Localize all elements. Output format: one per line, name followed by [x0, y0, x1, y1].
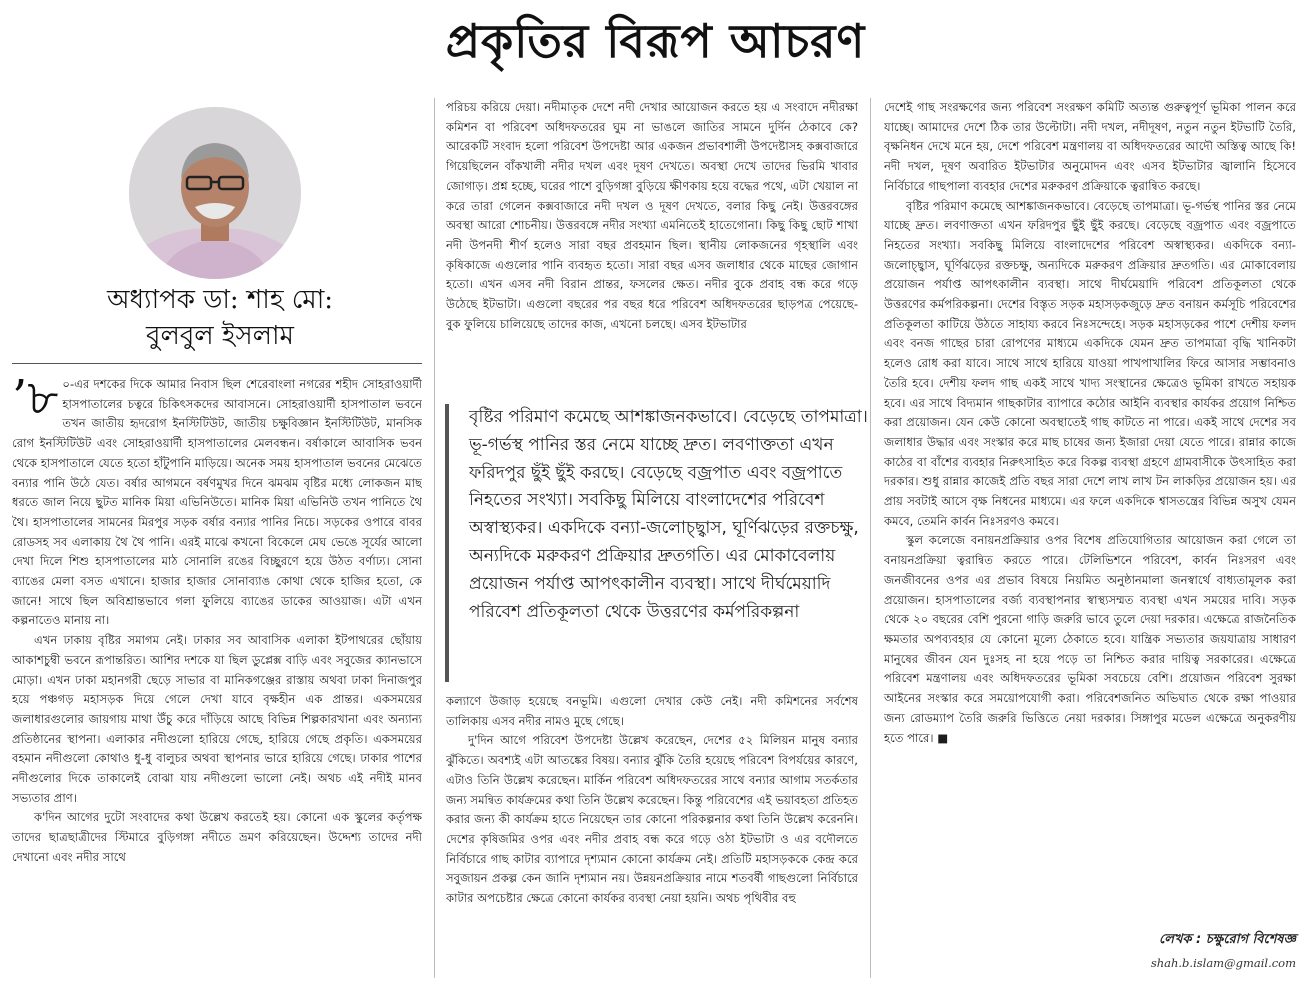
column-3 — [884, 98, 1296, 926]
pull-quote — [445, 404, 871, 682]
author-photo — [129, 107, 301, 279]
author-email: shah.b.islam@gmail.com — [1150, 956, 1296, 970]
paragraph: এখন ঢাকায় বৃষ্টির সমাগম নেই। ঢাকার সব আবাসিক এলাকা ইটপাথরের ছোঁয়ায় আকাশচুম্বী ভবনে রূপান্তরিত। আশির দশকে যা ছিল ডুপ্লেক্স বাড়ি এবং সবুজের ক্যানভাসে মোড়া। এখন ঢাকা মহানগরী ছেড়ে সাভার বা মানিকগঞ্জের রাস্তায় অথবা ঢাকা দিনাজপুর হয়ে পঞ্চগড় মহাসড়ক দিয়ে গেলে দেখা যাবে বৃক্ষহীন এক প্রান্তর। একসময়ের জলাধারগুলোর জায়গায় মাথা উঁচু করে দাঁড়িয়ে আছে বিভিন্ন শিল্পকারখানা এবং অন্যান্য প্রতিষ্ঠানের স্থাপনা। এলাকার নদীগুলো হারিয়ে গেছে, হারিয়ে গেছে প্রকৃতি। একসময়ের বহমান নদীগুলো কোথাও ধু-ধু বালুচর অথবা স্থাপনার ভারে হারিয়ে গেছে। ঢাকার পাশের নদীগুলোর দিকে তাকালেই বোঝা যায় নদীগুলো ভালো নেই। অথচ এই নদীই মানব সভ্যতার প্রাণ। — [12, 633, 422, 805]
paragraph: দু'দিন আগে পরিবেশ উপদেষ্টা উল্লেখ করেছেন, দেশের ৫২ মিলিয়ন মানুষ বন্যার ঝুঁকিতে। অবশ্যই এটা আতঙ্কের বিষয়। বন্যার ঝুঁকি তৈরি হয়েছে পরিবেশ বিপর্যয়ের কারণে, এটাও তিনি উল্লেখ করেছেন। মার্কিন পরিবেশ অধিদফতরের সাথে বন্যার আগাম সতর্কতার জন্য সমন্বিত কার্যক্রমের কথা তিনি উল্লেখ করেছেন। কিন্তু পরিবেশের এই ভয়াবহতা প্রতিহত করার জন্য কী কার্যক্রম হাতে নিয়েছেন তার কোনো পরিকল্পনার কথা তিনি উল্লেখ করেননি। দেশের কৃষিজমির ওপর এবং নদীর প্রবাহ বন্ধ করে গড়ে ওঠা ইটভাটা ও এর বদৌলতে নির্বিচারে গাছ কাটার ব্যাপারে দৃশ্যমান কোনো কার্যক্রম নেই। প্রতিটি মহাসড়ককে কেন্দ্র করে সবুজায়ন প্রকল্প কেন জানি দৃশ্যমান নয়। উন্নয়নপ্রক্রিয়ার নামে শতবর্ষী গাছগুলো নির্বিচারে কাটার অপচেষ্টার ক্ষেত্রে কোনো কার্যকর ব্যবস্থা নেয়া হয়নি। অথচ পৃথিবীর বহু — [446, 733, 858, 906]
paragraph: বৃষ্টির পরিমাণ কমেছে আশঙ্কাজনকভাবে। বেড়েছে তাপমাত্রা। ভূ-গর্ভস্থ পানির স্তর নেমে যাচ্ছে দ্রুত। লবণাক্ততা এখন ফরিদপুর ছুঁই ছুঁই করছে। বেড়েছে বজ্রপাত এবং বজ্রপাতে নিহতের সংখ্যা। সবকিছু মিলিয়ে বাংলাদেশের পরিবেশ অস্বাস্থ্যকর। একদিকে বন্যা-জলোচ্ছ্বাস, ঘূর্ণিঝড়ের রক্তচক্ষু, অন্যদিকে মরুকরণ প্রক্রিয়ার দ্রুতগতি। এর মোকাবেলায় প্রয়োজন পর্যাপ্ত আপৎকালীন ব্যবস্থা। সাথে দীর্ঘমেয়াদি পরিবেশ প্রতিকূলতা থেকে উত্তরণের কর্মপরিকল্পনা। দেশের বিস্তৃত সড়ক মহাসড়কজুড়ে দ্রুত বনায়ন কর্মসূচি পরিবেশের প্রতিকূলতা কাটিয়ে উঠতে সাহায্য করবে নিঃসন্দেহে। সড়ক মহাসড়কের পাশে দেশীয় ফলদ এবং বনজ গাছের চারা রোপণের মাধ্যমে একদিকে যেমন দ্রুত তাপমাত্রা বৃদ্ধি খানিকটা হলেও রোধ করা যাবে। সাথে সাথে হারিয়ে যাওয়া পাখপাখালির ফিরে আসার সম্ভাবনাও তৈরি হবে। দেশীয় ফলদ গাছ একই সাথে খাদ্য সংস্থানের ক্ষেত্রেও ভূমিকা রাখতে সহায়ক হবে। এর সাথে বিদ্যমান গাছকাটার ব্যাপারে কঠোর আইনি ব্যবস্থার কার্যকর প্রয়োগ নিশ্চিত করা প্রয়োজন। যেন কেউ কোনো অবস্থাতেই গাছ কাটতে না পারে। একই সাথে দেশের সব জলাধার উদ্ধার এবং সংস্কার করে মাছ চাষের জন্য ইজারা দেয়া যেতে পারে। রান্নার কাজে কাঠের বা বাঁশের ব্যবহার নিরুৎসাহিত করে বিকল্প ব্যবস্থা গ্রহণে গ্রামবাসীকে উৎসাহিত করা দরকার। শুধু রান্নার কাজেই প্রতি বছর সারা দেশে লাখ লাখ টন লাকড়ির প্রয়োজন হয়। এর প্রায় সবটাই আসে বৃক্ষ নিধনের মাধ্যমে। এর ফলে একদিকে শ্বাসতন্ত্রের বিভিন্ন অসুখ যেমন কমবে, তেমনি কার্বন নিঃসরণও কমবে। — [884, 198, 1296, 528]
paragraph: কল্যাণে উজাড় হয়েছে বনভূমি। এগুলো দেখার কেউ নেই। নদী কমিশনের সর্বশেষ তালিকায় এসব নদীর নামও মুছে গেছে। — [446, 694, 858, 728]
author-name-line2: বুলবুল ইসলাম — [145, 321, 294, 351]
column-2-top — [446, 98, 858, 394]
paragraph: পরিচয় করিয়ে দেয়া। নদীমাতৃক দেশে নদী দেখার আয়োজন করতে হয় এ সংবাদে নদীরক্ষা কমিশন বা পরিবেশ অধিদফতরের ঘুম না ভাঙলে জাতির সামনে দুর্দিন ঠেকাবে কে? আরেকটি সংবাদ হলো পরিবেশ উপদেষ্টা আর একজন প্রভাবশালী উপদেষ্টাসহ কক্সবাজারে গিয়েছিলেন বাঁকখালী নদীর দখল এবং দূষণ দেখতে। অবস্থা দেখে তাদের ভিরমি খাবার জোগাড়। প্রশ্ন হচ্ছে, ঘরের পাশে বুড়িগঙ্গা বুড়িয়ে ক্ষীণকায় হয়ে বদ্ধের পথে, এটা খেয়াল না করে তারা গেলেন কক্সবাজারে নদী দখল ও দূষণ দেখতে, বলার কিছু নেই। উত্তরবঙ্গের অবস্থা আরো শোচনীয়। উত্তরবঙ্গে নদীর সংখ্যা এমনিতেই হাতেগোনা। কিছু কিছু ছোট শাখা নদী উপনদী শীর্ণ হলেও সারা বছর প্রবহমান ছিল। স্থানীয় লোকজনের গৃহস্থালি এবং কৃষিকাজে এগুলোর পানি ব্যবহৃত হতো। সারা বছর এসব জলাধার থেকে মাছের জোগান হতো। এখন এসব নদী বিরান প্রান্তর, ফসলের ক্ষেত। নদীর বুকে প্রবাহ বন্ধ করে গড়ে উঠেছে ইটভাটা। এগুলো বছরের পর বছর ধরে পরিবেশ অধিদফতরের ছাড়পত্র পেয়েছে- বুক ফুলিয়ে চালিয়েছে তাদের কাজ, এখনো চলছে। এসব ইটভাটার — [446, 100, 858, 331]
pull-quote-text: বৃষ্টির পরিমাণ কমেছে আশঙ্কাজনকভাবে। বেড়েছে তাপমাত্রা। ভূ-গর্ভস্থ পানির স্তর নেমে যাচ্ছে দ্রুত। লবণাক্ততা এখন ফরিদপুর ছুঁই ছুঁই করছে। বেড়েছে বজ্রপাত এবং বজ্রপাতে নিহতের সংখ্যা। সবকিছু মিলিয়ে বাংলাদেশের পরিবেশ অস্বাস্থ্যকর। একদিকে বন্যা-জলোচ্ছ্বাস, ঘূর্ণিঝড়ের রক্তচক্ষু, অন্যদিকে মরুকরণ প্রক্রিয়ার দ্রুতগতি। এর মোকাবেলায় প্রয়োজন পর্যাপ্ত আপৎকালীন ব্যবস্থা। সাথে দীর্ঘমেয়াদি পরিবেশ প্রতিকূলতা থেকে উত্তরণের কর্মপরিকল্পনা — [469, 407, 868, 622]
drop-cap: ’৮ — [12, 375, 59, 426]
paragraph: ক'দিন আগের দুটো সংবাদের কথা উল্লেখ করতেই হয়। কোনো এক স্কুলের কর্তৃপক্ষ তাদের ছাত্রছাত্রীদের স্টিমারে বুড়িগঙ্গা নদীতে ভ্রমণ করিয়েছেন। উদ্দেশ্য তাদের নদী দেখানো এবং নদীর সাথে — [12, 810, 422, 864]
column-2-bottom — [446, 692, 858, 974]
author-name — [20, 282, 420, 354]
author-portrait-image — [129, 107, 301, 279]
paragraph: দেশেই গাছ সংরক্ষণের জন্য পরিবেশ সংরক্ষণ কমিটি অত্যন্ত গুরুত্বপূর্ণ ভূমিকা পালন করে যাচ্ছে। আমাদের দেশে ঠিক তার উল্টোটা। নদী দখল, নদীদূষণ, নতুন নতুন ইটভাটি তৈরি, বৃক্ষনিধন দেখে মনে হয়, দেশে পরিবেশ মন্ত্রণালয় বা অধিদফতরের আদৌ অস্তিত্ব আছে কি! নদী দখল, দূষণ অবারিত ইটভাটার অনুমোদন এবং এসব ইটভাটার জ্বালানি হিসেবে নির্বিচারে গাছপালা ব্যবহার দেশের মরুকরণ প্রক্রিয়াকে ত্বরান্বিত করছে। — [884, 100, 1296, 193]
paragraph: স্কুল কলেজে বনায়নপ্রক্রিয়ার ওপর বিশেষ প্রতিযোগিতার আয়োজন করা গেলে তা বনায়নপ্রক্রিয়া ত্বরান্বিত করতে পারে। টেলিভিশনে পরিবেশ, কার্বন নিঃসরণ এবং জনজীবনের ওপর এর প্রভাব বিষয়ে নিয়মিত অনুষ্ঠানমালা জনস্বার্থে বাধ্যতামূলক করা প্রয়োজন। হাসপাতালের বর্জ্য ব্যবস্থাপনার স্বাস্থ্যসম্মত ব্যবস্থা এখন সময়ের দাবি। সড়ক থেকে ২০ বছরের বেশি পুরনো গাড়ি জরুরি ভাবে তুলে দেয়া দরকার। এক্ষেত্রে রাজনৈতিক ক্ষমতার অপব্যবহার যে কোনো মূল্যে ঠেকাতে হবে। যান্ত্রিক সভ্যতার জয়যাত্রায় সাধারণ মানুষের জীবন যেন দুঃসহ না হয়ে পড়ে তা নিশ্চিত করার দায়িত্ব সরকারের। এক্ষেত্রে পরিবেশ মন্ত্রণালয় এবং অধিদফতরের ভূমিকা সবচেয়ে বেশি। প্রয়োজন পরিবেশ সুরক্ষা আইনের সংস্কার করে সময়োপযোগী করা। পরিবেশজনিত অভিঘাত থেকে রক্ষা পাওয়ার জন্য রোডম্যাপ তৈরি জরুরি ভিত্তিতে নেয়া দরকার। সিঙ্গাপুর মডেল এক্ষেত্রে অনুকরণীয় হতে পারে। ■ — [884, 533, 1296, 745]
headline: প্রকৃতির বিরূপ আচরণ — [445, 14, 866, 68]
author-divider — [12, 363, 422, 364]
column-divider — [870, 98, 871, 978]
author-name-line1: অধ্যাপক ডা: শাহ মো: — [106, 285, 334, 315]
paragraph: ’৮ ০-এর দশকের দিকে আমার নিবাস ছিল শেরেবাংলা নগরের শহীদ সোহরাওয়ার্দী হাসপাতালের চত্বরে চিকিৎসকদের আবাসনে। সোহরাওয়ার্দী হাসপাতাল ভবনে তখন জাতীয় হৃদরোগ ইনস্টিটিউট, জাতীয় চক্ষুবিজ্ঞান ইনস্টিটিউট, মানসিক রোগ ইনস্টিটিউট এবং সোহরাওয়ার্দী হাসপাতালের মেলবন্ধন। বর্ষাকালে আবাসিক ভবন থেকে হাসপাতালে যেতে হতো হাঁটুপানি মাড়িয়ে। অনেক সময় হাসপাতাল ভবনের মেঝেতে বন্যার পানি উঠে যেত। বর্ষার আগমনে বর্ষণমুখর দিনে ঝমঝম বৃষ্টির মধ্যে লোকজন মাছ ধরতে জাল নিয়ে ছুটত মানিক মিয়া এভিনিউতে। মানিক মিয়া এভিনিউ তখন পানিতে থৈ থৈ। হাসপাতালের সামনের মিরপুর সড়ক বর্ষার বন্যার পানির নিচে। সড়কের ওপারে বাবর রোডসহ সব এলাকায় থৈ থৈ পানি। এরই মাঝে কখনো বিকেলে মেঘ ভেঙে সূর্যের আলো দেখা দিলে শিশু হাসপাতালের মাঠ সোনালি রঙের বিচ্ছুরণে হয়ে উঠত বর্ণাঢ্য। সোনা ব্যাঙের মেলা বসত এখানে। হাজার হাজার সোনাব্যাঙ কোথা থেকে হাজির হতো, কে জানে! সাথে ছিল অবিশ্রান্তভাবে গলা ফুলিয়ে ব্যাঙের ডাকের আওয়াজ। এটা এখন কল্পনাতেও মানায় না। — [12, 375, 422, 628]
column-divider — [434, 98, 435, 978]
author-byline: লেখক : চক্ষুরোগ বিশেষজ্ঞ — [1158, 932, 1296, 947]
column-1 — [12, 375, 422, 973]
